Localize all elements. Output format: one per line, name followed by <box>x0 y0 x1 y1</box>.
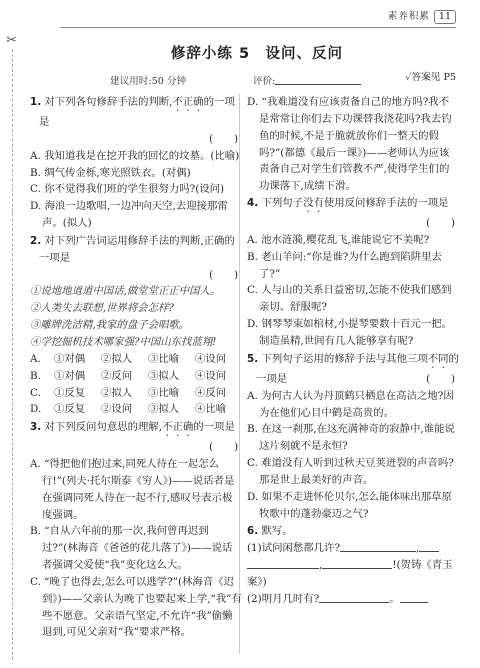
right-column <box>247 94 459 609</box>
page-header <box>388 9 456 24</box>
choice-letter: A. <box>30 352 41 365</box>
dictation-prompt: 试问闲愁都几许? <box>261 542 341 555</box>
choice-cell: ③拟人 <box>148 369 180 382</box>
choice-cell: ④设问 <box>195 352 227 365</box>
dictation-prompt: 明月几时有? <box>261 592 320 605</box>
page-number: 11 <box>434 10 456 24</box>
question-4-stem <box>247 195 459 215</box>
answer-paren[interactable]: ( ) <box>426 217 455 230</box>
answer-reference <box>405 70 456 86</box>
stem-text: 下列句子运用的修辞手法与其他三项 <box>261 352 428 365</box>
answer-paren[interactable]: ( ) <box>209 268 238 281</box>
option-b: B. 绸气传金栎,寒光照铁衣。(对偶) <box>30 166 191 179</box>
choice-cell: ④比喻 <box>195 403 227 416</box>
stem-text: 对下列各句修辞手法的判断, <box>44 96 173 108</box>
page-title: 修辞小练 5 设问、反问 <box>170 46 344 62</box>
question-3-option-d: D. “我难道没有应该责备自己的地方吗?我不是常常让你们去下功课替我浇花吗?我去钓鱼的时候,不是于脆就放你们一整天的假吗?”(都德《最后一课》)——老师认为应该责备自己对学生们管教不严,使得学生们的功课落下,成绩下滑。 <box>247 96 452 193</box>
item-number: (1) <box>247 542 262 555</box>
question-2-stem <box>30 233 242 267</box>
answer-paren[interactable]: ( ) <box>426 372 455 385</box>
answer-paren[interactable]: ( ) <box>209 132 238 145</box>
stem-text: 下列句子 <box>261 197 304 210</box>
stem-text: 对下列反问句意思的理解, <box>44 421 163 434</box>
dictation-line-1b: , !(贺铸《青玉案》) <box>247 559 453 588</box>
option-a: A. 为何古人认为丹顶鹤只栖息在高洁之地?因为在他们心目中鹤是高贵的。 <box>247 389 454 419</box>
cut-line <box>12 34 13 660</box>
emphasis-text: 没有 <box>303 197 324 210</box>
dictation-line-2: (2)明月几时有? 。 <box>247 591 459 608</box>
dictation-source: (贺铸《青玉案》) <box>247 559 453 588</box>
choice-cell: ②拟人 <box>101 386 133 399</box>
choice-cell: ④设问 <box>195 369 227 382</box>
slogan-2: ②人类失去联想,世界将会怎样? <box>30 302 174 315</box>
choice-cell: ③比喻 <box>148 386 180 399</box>
question-1-stem <box>30 94 242 131</box>
choice-row-a <box>30 351 242 368</box>
slogan-3: ③雕牌洗洁精,我家的盘子会唱歌。 <box>30 319 190 332</box>
section-label: 素养积累 <box>387 11 430 22</box>
stem-text: 的一项是 <box>256 352 459 385</box>
choice-row-b <box>30 368 242 385</box>
question-4 <box>247 195 459 350</box>
option-b: B. 在这一刹那,在这充满神奇的寂静中,谁能说这片刻就不是永恒? <box>247 423 455 453</box>
choice-letter: C. <box>30 386 41 399</box>
question-number: 4. <box>247 197 259 210</box>
question-5 <box>247 351 459 523</box>
question-3-stem <box>30 419 242 439</box>
choice-cell: ①反复 <box>54 403 86 416</box>
evaluation-label: 评价: <box>253 76 276 87</box>
scissors-icon: ✂ <box>6 33 17 48</box>
answer-blank[interactable] <box>322 558 392 569</box>
choice-cell: ③拟人 <box>148 403 180 416</box>
answer-blank[interactable] <box>419 541 439 552</box>
punctuation: ! <box>392 559 397 572</box>
stem-text: 使用反问修辞手法的一项是 <box>323 197 449 210</box>
option-c: C. 人与山的关系日益密切,怎能不使我们感到亲切、舒服呢? <box>247 284 452 314</box>
option-d: D. 钢琴琴束如棺材,小提琴要数十百元一把。制造虽精,世间有几人能够享有呢? <box>247 318 452 347</box>
question-number: 1. <box>30 96 42 108</box>
question-1 <box>30 94 242 232</box>
choice-cell: ②设问 <box>101 403 133 416</box>
dictation-line-1: (1)试问闲愁都几许? , <box>247 540 459 557</box>
question-number: 2. <box>30 234 42 247</box>
choice-letter: D. <box>30 403 42 416</box>
choice-cell: ②反问 <box>101 369 133 382</box>
choice-cell: ①对偶 <box>54 352 86 365</box>
option-d: D. 如果不走进怀伦贝尔,怎么能体味出那草原牧歌中的蓬勃豪迈之气? <box>247 490 452 520</box>
option-a: A. 我知道我是在挖开我的回忆的坟墓。(比喻) <box>30 149 240 162</box>
stem-text: 的一项是 <box>193 421 235 434</box>
option-a: A. 池水涟漪,樱花乱飞,谁能说它不美呢? <box>247 233 430 246</box>
choice-row-c <box>30 385 242 402</box>
choice-cell: ①反复 <box>54 386 86 399</box>
answer-paren[interactable]: ( ) <box>209 441 238 454</box>
left-column <box>30 94 242 642</box>
answer-ref-text: 答案见 P5 <box>411 72 456 83</box>
option-c: C. 难道没有人听到过秋天豆荚迸裂的声音吗?那是世上最美好的声音。 <box>247 457 454 486</box>
question-number: 6. <box>247 525 259 538</box>
question-3 <box>30 419 242 641</box>
emphasis-text: 不正确 <box>172 96 204 108</box>
option-b: B. “自从六年前的那一次,我何曾再迟到过?”(林海音《爸爸的花儿落了》)——说话者强调父爱使“我”变化这么大。 <box>30 525 233 572</box>
choice-row-d <box>30 401 242 418</box>
option-d: D. 海浪一边歌唱,一边冲向天空,去迎接那雷声。(拟人) <box>30 200 228 230</box>
question-5-stem <box>247 351 459 388</box>
choice-cell: ③比喻 <box>148 352 180 365</box>
answer-blank[interactable] <box>400 592 428 603</box>
slogan-1: ①说地地道道中国话,做堂堂正正中国人。 <box>30 285 221 298</box>
choice-cell: ②拟人 <box>101 352 133 365</box>
stem-text: 默写。 <box>261 525 293 538</box>
emphasis-text: 不正确 <box>162 421 194 434</box>
option-c: C. 你不觉得我们班的学生很努力吗?(设问) <box>30 183 225 196</box>
choice-cell: ④反问 <box>195 386 227 399</box>
stem-text: 对下列广告词运用修辞手法的判断,正确的一项是 <box>39 234 235 264</box>
slogan-4: ④学挖掘机技术哪家强?中国山东找蓝翔! <box>30 335 217 348</box>
question-2 <box>30 233 242 418</box>
option-a: A. “得把他们抱过来,同死人待在一起怎么行!”(列夫·托尔斯泰《穷人》)——说话者是在强调同死人待在一起不行,感叹号表示极度强调。 <box>30 458 235 521</box>
option-c: C. “晚了也得去,怎么可以逃学?”(林海音《迟到》)——父亲认为晚了也要起来上学,“我”有些不愿意。父亲语气坚定,不允许“我”偷懒退到,可见父亲对“我”要求严格。 <box>30 575 242 639</box>
choice-cell: ①对偶 <box>54 369 86 382</box>
item-number: (2) <box>247 592 262 605</box>
header-rule <box>60 27 456 28</box>
question-number: 3. <box>30 421 42 434</box>
evaluation-blank[interactable] <box>275 75 361 85</box>
suggested-time: 建议用时:50 分钟 <box>110 76 187 87</box>
question-6-stem <box>247 523 459 540</box>
emphasis-text: 不同 <box>427 352 449 365</box>
option-b: B. 老山羊问:“你是谁?为什么跑到陷阱里去了?” <box>247 250 442 280</box>
checkmark-icon: ✓ <box>405 72 412 83</box>
answer-blank[interactable] <box>340 541 416 552</box>
evaluation <box>253 74 361 90</box>
choice-letter: B. <box>30 369 41 382</box>
answer-blank[interactable] <box>319 592 389 603</box>
answer-blank[interactable] <box>247 558 319 569</box>
stem-text: 的一项是 <box>39 96 235 128</box>
question-number: 5. <box>247 352 259 365</box>
question-6 <box>247 523 459 607</box>
